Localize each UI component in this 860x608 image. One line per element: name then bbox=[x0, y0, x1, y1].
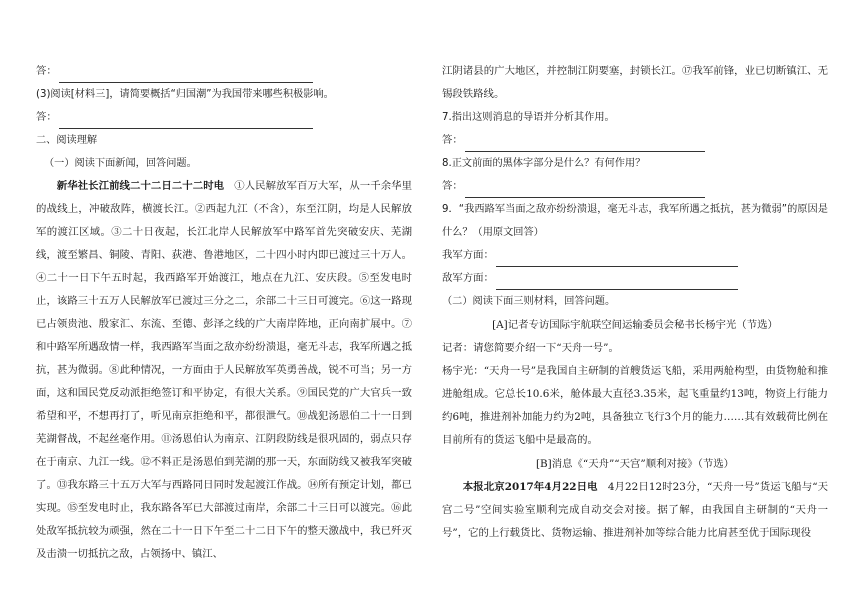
answer-label: 答： bbox=[442, 180, 463, 192]
answer-line-2 bbox=[36, 106, 412, 129]
answer-line-7 bbox=[442, 129, 828, 152]
material-a-answer: 杨宇光：“天舟一号”是我国自主研制的首艘货运飞船，采用两舱构型，由货物舱和推进舱组成。它总长10.6米，舱体最大直径3.35米，起飞重量约13吨，物资上行能力约6吨，推进剂补加能力约为2吨，具备独立飞行3个月的能力……其有效载荷比例在目前所有的货运飞船中是最高的。 bbox=[442, 365, 828, 446]
material-a-question: 记者：请您简要介绍一下“天舟一号”。 bbox=[442, 342, 619, 354]
answer-label: 答： bbox=[36, 111, 57, 123]
section-heading-reading: 二、阅读理解 bbox=[36, 135, 98, 146]
news-headline: 新华社长江前线二十二日二十二时电 bbox=[56, 180, 225, 192]
answer-blank[interactable] bbox=[59, 69, 313, 83]
material-b-dateline: 本报北京2017年4月22日电 bbox=[462, 481, 598, 493]
news-body: ①人民解放军百万大军，从一千余华里的战线上，冲破敌阵，横渡长江。②西起九江（不含），东至江阴，均是人民解放军的渡江区域。③二十日夜起，长江北岸人民解放军中路军首先突破安庆、芜湖线，渡至繁昌、铜陵、青阳、荻港、鲁港地区，二十四小时内即已渡过三十万人。④二十一日下午五时起，我西路军开始渡江，地点在九江、安庆段。⑤至发电时止，该路三十五万人民解放军已渡过三分之二，余部二十三日可渡完。⑥这一路现已占领贵池、殷家汇、东流、至德、彭泽之线的广大南岸阵地，正向南扩展中。⑦和中路军所遇敌情一样，我西路军当面之敌亦纷纷溃退，毫无斗志，我军所遇之抵抗，甚为微弱。⑧此种情况，一方面由于人民解放军英勇善战，锐不可当；另一方面，这和国民党反动派拒绝签订和平协定，有很大关系。⑨国民党的广大官兵一致希望和平，不想再打了，听见南京拒绝和平，都很泄气。⑩战犯汤恩伯二十一日到芜湖督战，不起丝毫作用。⑪汤恩伯认为南京、江阴段防线是很巩固的，弱点只存在于南京、九江一线。⑫不料正是汤恩伯到芜湖的那一天，东面防线又被我军突破了。⑬我东路三十五万大军与西路同日同时发起渡江作战。⑭所有预定计划，都已实现。⑮至发电时止，我东路各军已大部渡过南岸，余部二十三日可以渡完。⑯此处敌军抵抗较为顽强，然在二十一日下午至二十二日下午的整天激战中，我已歼灭及击溃一切抵抗之敌，占领扬中、镇江、 bbox=[36, 180, 412, 560]
our-side-line bbox=[442, 244, 828, 267]
question-3: (3)阅读[材料三]，请简要概括“归国潮”为我国带来哪些积极影响。 bbox=[36, 89, 334, 100]
material-b-body: 4月22日12时23分，“天舟一号”货运飞船与“天宫二号”空间实验室顺利完成自动交会对接。据了解，由我国自主研制的“天舟一号”，它的上行载货比、货物运输、推进剂补加等综合能力比肩甚至优于国际现役 bbox=[442, 481, 828, 539]
answer-label: 答： bbox=[442, 134, 463, 146]
news-text bbox=[36, 175, 412, 566]
material-b-text bbox=[442, 476, 828, 545]
answer-label: 答： bbox=[36, 65, 57, 77]
enemy-side-label: 敌军方面： bbox=[442, 272, 494, 284]
answer-line-8 bbox=[442, 175, 828, 198]
answer-blank[interactable] bbox=[496, 276, 738, 290]
news-continuation: 江阴诸县的广大地区，并控制江阴要塞，封锁长江。⑰我军前锋，业已切断镇江、无锡段铁路线。 bbox=[442, 65, 828, 100]
material-b-title: [B]消息《“天舟”“天宫”顺利对接》（节选） bbox=[535, 458, 735, 470]
subsection-heading-1: （一）阅读下面新闻，回答问题。 bbox=[44, 158, 197, 169]
answer-blank[interactable] bbox=[465, 184, 705, 198]
subsection-heading-2: （二）阅读下面三则材料，回答问题。 bbox=[442, 296, 616, 307]
question-8: 8.正文前面的黑体字部分是什么？有何作用？ bbox=[442, 158, 646, 169]
enemy-side-line bbox=[442, 267, 828, 290]
question-9: 9．“我西路军当面之敌亦纷纷溃退，毫无斗志，我军所遇之抵抗，甚为微弱”的原因是什么？（用原文回答） bbox=[442, 204, 828, 238]
left-column bbox=[36, 60, 412, 566]
answer-blank[interactable] bbox=[496, 253, 738, 267]
answer-blank[interactable] bbox=[59, 115, 313, 129]
right-column bbox=[442, 60, 828, 545]
question-7: 7.指出这则消息的导语并分析其作用。 bbox=[442, 112, 615, 123]
answer-line-1 bbox=[36, 60, 412, 83]
our-side-label: 我军方面： bbox=[442, 249, 494, 261]
material-a-title: [A]记者专访国际宇航联空间运输委员会秘书长杨宇光（节选） bbox=[492, 319, 778, 331]
answer-blank[interactable] bbox=[465, 138, 705, 152]
